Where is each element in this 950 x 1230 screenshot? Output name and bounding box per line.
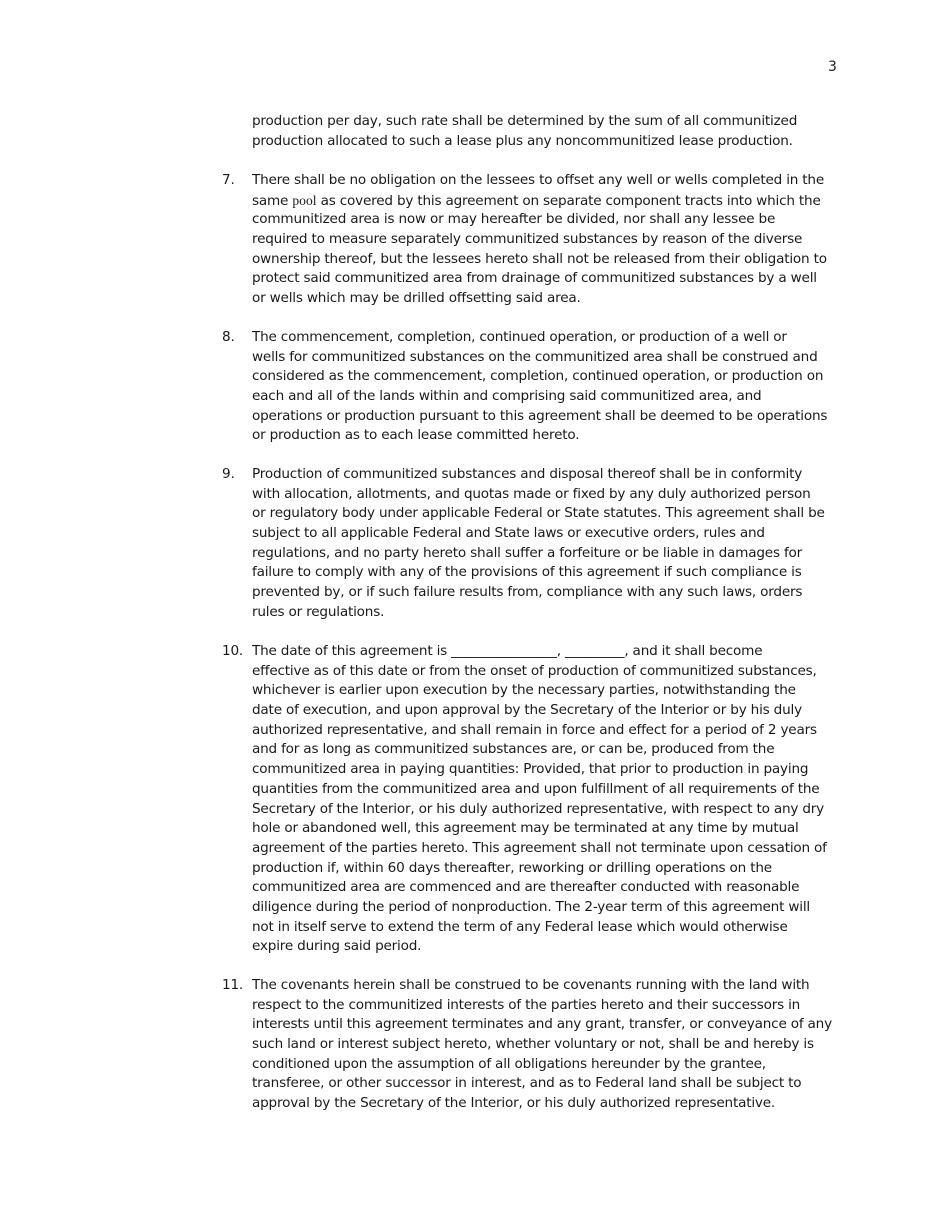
paragraph-line: The covenants herein shall be construed to be covenants running with the land with [252, 977, 810, 993]
paragraph-line: agreement of the parties hereto. This agreement shall not terminate upon cessation of [252, 839, 827, 856]
paragraph-line: quantities from the communitized area and upon fulfillment of all requirements of the [252, 780, 820, 797]
continuation-paragraph [252, 112, 852, 151]
paragraph-line: considered as the commencement, completion, continued operation, or production on [252, 368, 824, 385]
clause-text [252, 976, 852, 1114]
paragraph-line: each and all of the lands within and comprising said communitized area, and [252, 388, 762, 405]
paragraph-line: prevented by, or if such failure results from, compliance with any such laws, orders [252, 584, 803, 601]
paragraph-line: expire during said period. [252, 938, 422, 955]
line-rest: as covered by this agreement on separate component tracts into which the [320, 192, 821, 209]
paragraph-line: or wells which may be drilled offsetting said area. [252, 290, 581, 307]
clause-text [252, 328, 852, 446]
paragraph-line: transferee, or other successor in interest, and as to Federal land shall be subject to [252, 1075, 802, 1092]
paragraph-line: There shall be no obligation on the lessees to offset any well or wells completed in the [252, 172, 825, 188]
paragraph-line: with allocation, allotments, and quotas made or fixed by any duly authorized person [252, 485, 811, 502]
paragraph-line: hole or abandoned well, this agreement may be terminated at any time by mutual [252, 820, 799, 837]
paragraph-line: not in itself serve to extend the term of any Federal lease which would otherwise [252, 918, 788, 935]
paragraph-line: wells for communitized substances on the communitized area shall be construed and [252, 348, 818, 365]
paragraph-line: required to measure separately communitized substances by reason of the diverse [252, 231, 803, 248]
paragraph-line: or regulatory body under applicable Federal or State statutes. This agreement shall be [252, 505, 825, 522]
paragraph-line: date of execution, and upon approval by the Secretary of the Interior or by his duly [252, 702, 802, 719]
paragraph-line: regulations, and no party hereto shall suffer a forfeiture or be liable in damages for [252, 544, 803, 561]
paragraph-line: production allocated to such a lease plus any noncommunitized lease production. [252, 132, 793, 149]
paragraph-line: interests until this agreement terminates and any grant, transfer, or conveyance of any [252, 1016, 832, 1033]
paragraph-line: The date of this agreement is ________________, _________, and it shall become [252, 643, 763, 659]
paragraph-line: operations or production pursuant to this agreement shall be deemed to be operations [252, 407, 828, 424]
clause-number: 7. [222, 172, 235, 188]
page-number: 3 [828, 59, 837, 75]
clause-number: 11. [222, 977, 244, 993]
paragraph-line: diligence during the period of nonproduction. The 2-year term of this agreement will [252, 898, 810, 915]
clause-number: 10. [222, 643, 244, 659]
clause-text [252, 642, 852, 957]
paragraph-line: communitized area are commenced and are thereafter conducted with reasonable [252, 879, 800, 896]
clause-text [252, 465, 852, 623]
paragraph-line: rules or regulations. [252, 603, 385, 620]
paragraph-line: authorized representative, and shall remain in force and effect for a period of 2 years [252, 721, 817, 738]
paragraph-line: whichever is earlier upon execution by the necessary parties, notwithstanding the [252, 682, 796, 699]
paragraph-line: approval by the Secretary of the Interior, or his duly authorized representative. [252, 1095, 776, 1112]
paragraph-line: conditioned upon the assumption of all obligations hereunder by the grantee, [252, 1055, 766, 1072]
paragraph-line: communitized area in paying quantities: Provided, that prior to production in paying [252, 761, 809, 778]
paragraph-line: Production of communitized substances and disposal thereof shall be in conformity [252, 466, 803, 482]
paragraph-line: and for as long as communitized substances are, or can be, produced from the [252, 741, 775, 758]
paragraph-line: respect to the communitized interests of the parties hereto and their successors in [252, 996, 801, 1013]
paragraph-line: ownership thereof, but the lessees hereto shall not be released from their obligation to [252, 250, 827, 267]
paragraph-line: failure to comply with any of the provisions of this agreement if such compliance is [252, 564, 802, 581]
clause-number: 8. [222, 329, 235, 345]
paragraph-line: protect said communitized area from drainage of communitized substances by a well [252, 270, 817, 287]
clause-text [252, 171, 852, 309]
paragraph-line: production if, within 60 days thereafter, reworking or drilling operations on the [252, 859, 772, 876]
paragraph-line: or production as to each lease committed hereto. [252, 427, 580, 444]
paragraph-line [252, 191, 852, 211]
clause-number: 9. [222, 466, 235, 482]
paragraph-line: The commencement, completion, continued operation, or production of a well or [252, 329, 787, 345]
paragraph-line: such land or interest subject hereto, whether voluntary or not, shall be and hereby is [252, 1036, 814, 1053]
paragraph-line: Secretary of the Interior, or his duly authorized representative, with respect to any dry [252, 800, 825, 817]
serif-word: pool [292, 192, 317, 208]
paragraph-line: production per day, such rate shall be determined by the sum of all communitized [252, 113, 798, 129]
paragraph-line: subject to all applicable Federal and State laws or executive orders, rules and [252, 525, 765, 542]
paragraph-line: communitized area is now or may hereafter be divided, nor shall any lessee be [252, 211, 776, 228]
line-prefix: same [252, 192, 293, 209]
paragraph-line: effective as of this date or from the onset of production of communitized substances, [252, 662, 817, 679]
